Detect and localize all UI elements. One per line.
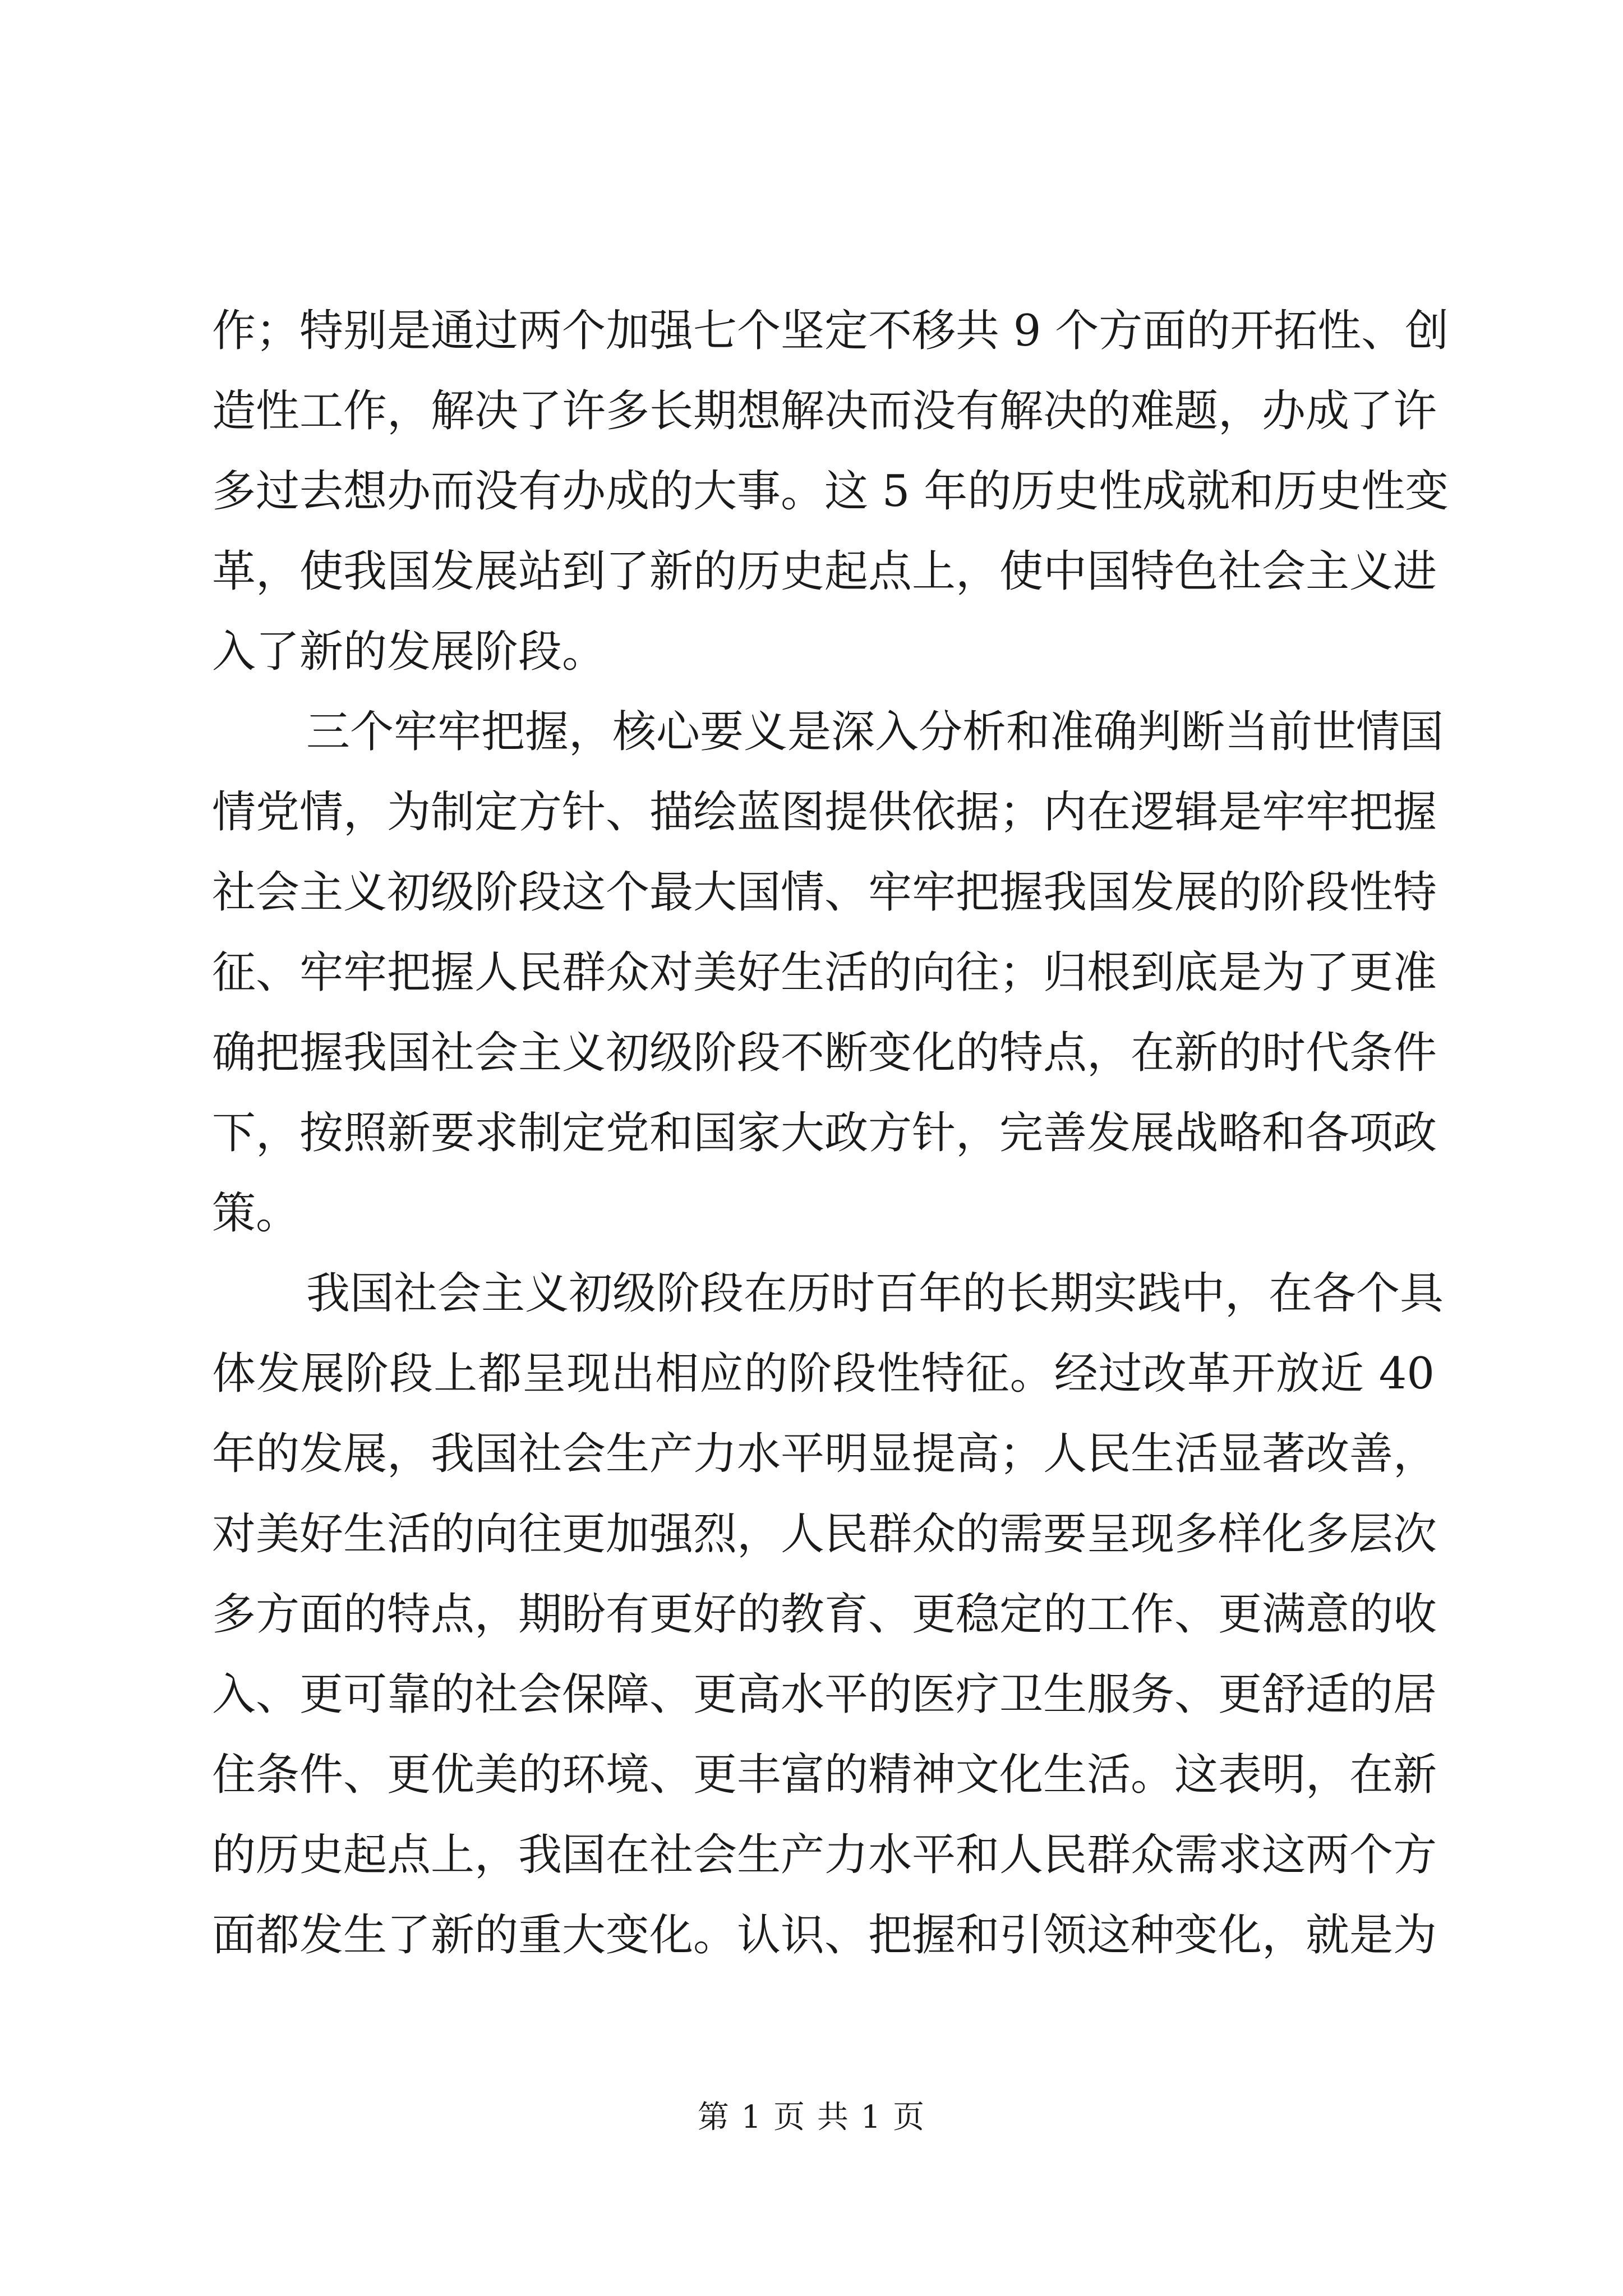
text-line: 造性工作，解决了许多长期想解决而没有解决的难题，办成了许 <box>212 386 1437 436</box>
text-line: 革，使我国发展站到了新的历史起点上，使中国特色社会主义进 <box>212 546 1437 597</box>
text-line: 征、牢牢把握人民群众对美好生活的向往；归根到底是为了更准 <box>212 947 1437 998</box>
text-line: 年的发展，我国社会生产力水平明显提高；人民生活显著改善， <box>212 1429 1437 1479</box>
text-line: 住条件、更优美的环境、更丰富的精神文化生活。这表明，在新 <box>212 1750 1437 1800</box>
text-line: 策。 <box>212 1188 300 1239</box>
text-line: 三个牢牢把握，核心要义是深入分析和准确判断当前世情国 <box>306 707 1444 757</box>
text-line: 我国社会主义初级阶段在历时百年的长期实践中，在各个具 <box>306 1268 1444 1319</box>
text-line: 对美好生活的向往更加强烈，人民群众的需要呈现多样化多层次 <box>212 1509 1437 1559</box>
text-line: 社会主义初级阶段这个最大国情、牢牢把握我国发展的阶段性特 <box>212 867 1437 918</box>
text-line: 作；特别是通过两个加强七个坚定不移共 9 个方面的开拓性、创 <box>212 306 1449 356</box>
text-line: 体发展阶段上都呈现出相应的阶段性特征。经过改革开放近 40 <box>212 1349 1435 1399</box>
text-line: 确把握我国社会主义初级阶段不断变化的特点，在新的时代条件 <box>212 1028 1437 1078</box>
text-line: 下，按照新要求制定党和国家大政方针，完善发展战略和各项政 <box>212 1108 1437 1158</box>
text-line: 入、更可靠的社会保障、更高水平的医疗卫生服务、更舒适的居 <box>212 1669 1437 1720</box>
text-line: 的历史起点上，我国在社会生产力水平和人民群众需求这两个方 <box>212 1830 1437 1880</box>
text-line: 多方面的特点，期盼有更好的教育、更稳定的工作、更满意的收 <box>212 1589 1437 1640</box>
text-line: 入了新的发展阶段。 <box>212 627 606 677</box>
text-line: 多过去想办而没有办成的大事。这 5 年的历史性成就和历史性变 <box>212 466 1449 517</box>
text-line: 面都发生了新的重大变化。认识、把握和引领这种变化，就是为 <box>212 1910 1437 1961</box>
text-line: 情党情，为制定方针、描绘蓝图提供依据；内在逻辑是牢牢把握 <box>212 787 1437 838</box>
page-footer: 第 1 页 共 1 页 <box>697 2099 926 2136</box>
